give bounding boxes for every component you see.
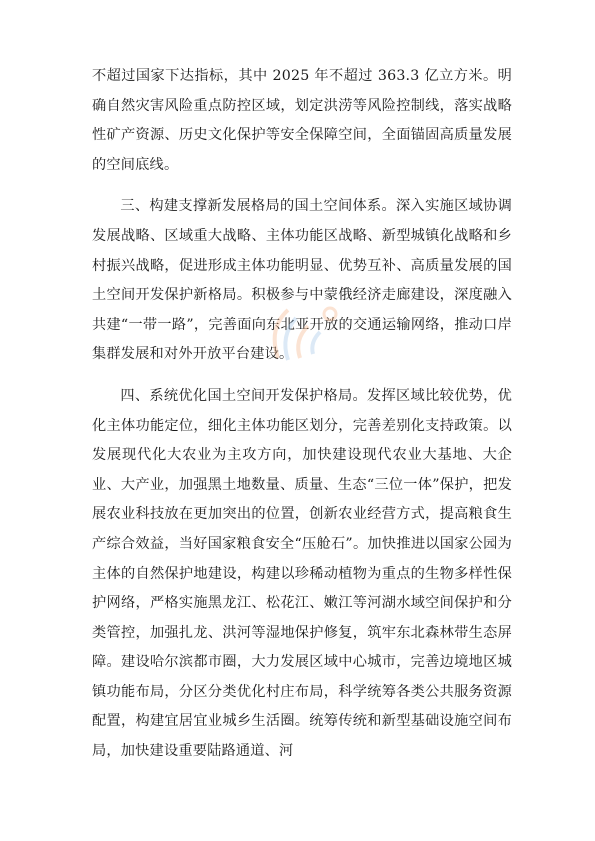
paragraph-1: 不超过国家下达指标，其中 2025 年不超过 363.3 亿立方米。明确自然灾害风险重点防控区域，划定洪涝等风险控制线，落实战略性矿产资源、历史文化保护等安全保障空间，全面锚固高质量发展的空间底线。 xyxy=(92,68,512,173)
document-body xyxy=(92,62,512,767)
paragraph-gap xyxy=(92,180,512,192)
paragraph-gap xyxy=(92,370,512,382)
paragraph-2: 三、构建支撑新发展格局的国土空间体系。深入实施区域协调发展战略、区域重大战略、主体功能区战略、新型城镇化战略和乡村振兴战略，促进形成主体功能明显、优势互补、高质量发展的国土空间开发保护新格局。积极参与中蒙俄经济走廊建设，深度融入共建“一带一路”，完善面向东北亚开放的交通运输网络，推动口岸集群发展和对外开放平台建设。 xyxy=(92,198,512,363)
paragraph-3: 四、系统优化国土空间开发保护格局。发挥区域比较优势，优化主体功能定位，细化主体功能区划分，完善差别化支持政策。以发展现代化大农业为主攻方向，加快建设现代农业大基地、大企业、大产业，加强黑土地数量、质量、生态“三位一体”保护，把发展农业科技放在更加突出的位置，创新农业经营方式，提高粮食生产综合效益，当好国家粮食安全“压舱石”。加快推进以国家公园为主体的自然保护地建设，构建以珍稀动植物为重点的生物多样性保护网络，严格实施黑龙江、松花江、嫩江等河湖水域空间保护和分类管控，加强扎龙、洪河等湿地保护修复，筑牢东北森林带生态屏障。建设哈尔滨都市圈，大力发展区域中心城市，完善边境地区城镇功能布局，分区分类优化村庄布局，科学统筹各类公共服务资源配置，构建宜居宜业城乡生活圈。统筹传统和新型基础设施空间布局，加快建设重要陆路通道、河 xyxy=(92,387,512,760)
